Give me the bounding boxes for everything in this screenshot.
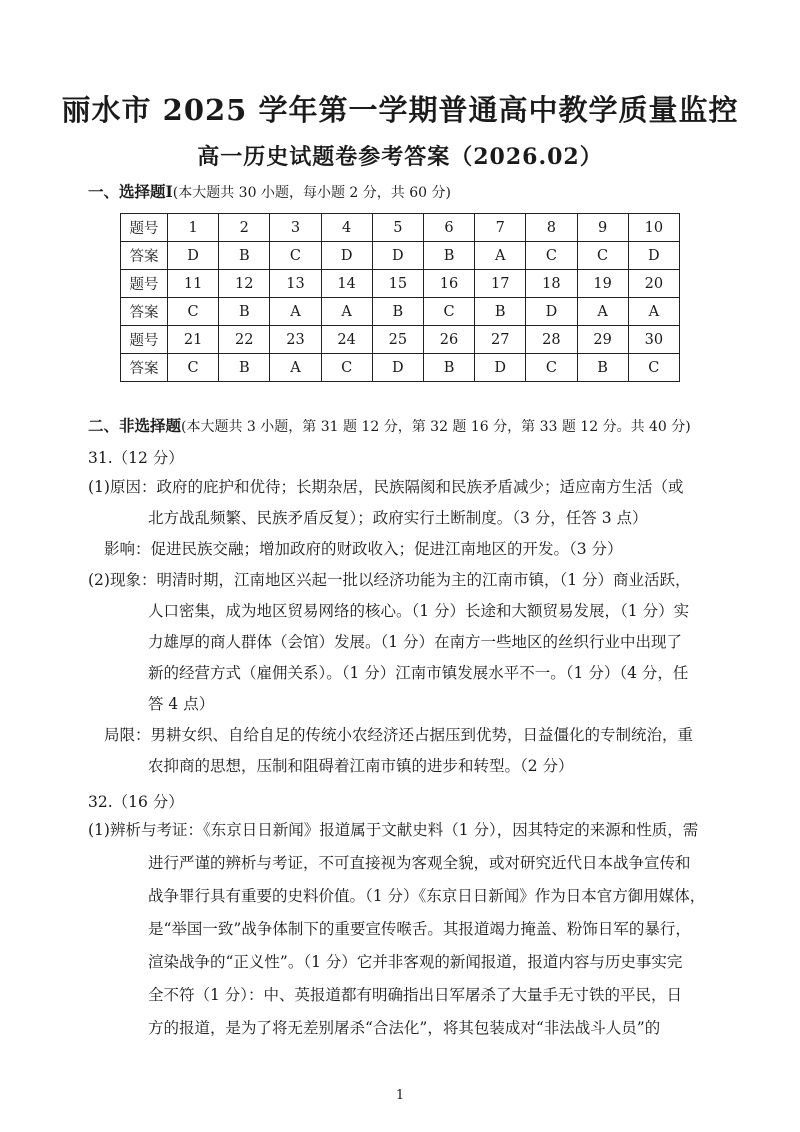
q31-line: (2)现象：明清时期，江南地区兴起一批以经济功能为主的江南市镇，（1 分）商业活跃， [88,571,691,589]
q32-line: 渲染战争的“正义性”。（1 分）它并非客观的新闻报道，报道内容与历史事实完 [148,953,683,971]
question-number-cell: 11 [168,270,219,298]
q32-heading: 32.（16 分） [88,793,184,811]
question-number-cell: 1 [168,214,219,242]
q31-line: 农抑商的思想，压制和阻碍着江南市镇的进步和转型。（2 分） [148,757,574,775]
answer-row [121,354,680,382]
q32-line: (1)辨析与考证：《东京日日新闻》报道属于文献史料（1 分），因其特定的来源和性质，需 [88,821,699,839]
question-number-cell: 8 [526,214,577,242]
question-number-cell: 10 [628,214,679,242]
answer-cell: C [270,242,321,270]
question-number-cell: 6 [423,214,474,242]
q31-line: 答 4 点） [148,695,215,713]
document-title: 丽水市 2025 学年第一学期普通高中教学质量监控 [61,93,739,127]
row-label: 题号 [121,326,168,354]
question-number-cell: 28 [526,326,577,354]
section2-heading [88,414,691,436]
question-number-cell: 7 [475,214,526,242]
answer-cell: A [270,298,321,326]
question-number-cell: 16 [423,270,474,298]
question-number-cell: 3 [270,214,321,242]
q32-line: 战争罪行具有重要的史料价值。（1 分）《东京日日新闻》作为日本官方御用媒体， [148,887,706,905]
answer-cell: A [270,354,321,382]
answer-cell: C [526,242,577,270]
q32-line: 是“举国一致”战争体制下的重要宣传喉舌。其报道竭力掩盖、粉饰日军的暴行， [148,920,691,938]
question-number-cell: 29 [577,326,628,354]
q31-line: 北方战乱频繁、民族矛盾反复）；政府实行土断制度。（3 分，任答 3 点） [148,509,648,527]
q31-line: (1)原因：政府的庇护和优待；长期杂居，民族隔阂和民族矛盾减少；适应南方生活（或 [88,478,684,496]
question-number-cell: 13 [270,270,321,298]
question-number-row [121,214,680,242]
answer-cell: C [628,354,679,382]
section2-label: 二、非选择题 [88,416,182,435]
question-number-cell: 24 [321,326,372,354]
answer-row [121,298,680,326]
question-number-cell: 5 [372,214,423,242]
q31-line: 影响：促进民族交融；增加政府的财政收入；促进江南地区的开发。（3 分） [104,540,623,558]
q31-line: 局限：男耕女织、自给自足的传统小农经济还占据压到优势，日益僵化的专制统治，重 [104,726,694,744]
answer-cell: B [219,354,270,382]
question-number-row [121,326,680,354]
page-number: 1 [395,1088,405,1103]
q31-line: 新的经营方式（雇佣关系）。（1 分）江南市镇发展水平不一。（1 分）（4 分，任 [148,664,689,682]
answer-cell: C [168,298,219,326]
answer-cell: D [168,242,219,270]
question-number-cell: 19 [577,270,628,298]
q31-line: 力雄厚的商人群体（会馆）发展。（1 分）在南方一些地区的丝织行业中出现了 [148,633,683,651]
question-number-cell: 26 [423,326,474,354]
answer-cell: A [475,242,526,270]
section1-label: 一、选择题Ⅰ [88,182,173,201]
question-number-row [121,270,680,298]
q31-line: 人口密集，成为地区贸易网络的核心。（1 分）长途和大额贸易发展，（1 分）实 [148,602,690,620]
answer-row [121,242,680,270]
answer-cell: B [219,298,270,326]
answer-cell: C [526,354,577,382]
question-number-cell: 23 [270,326,321,354]
question-number-cell: 4 [321,214,372,242]
section1-heading [88,180,451,202]
answer-cell: C [423,298,474,326]
answer-cell: B [577,354,628,382]
question-number-cell: 27 [475,326,526,354]
question-number-cell: 21 [168,326,219,354]
question-number-cell: 17 [475,270,526,298]
question-number-cell: 20 [628,270,679,298]
question-number-cell: 30 [628,326,679,354]
answer-cell: A [628,298,679,326]
answer-cell: B [423,242,474,270]
answer-cell: B [372,298,423,326]
q32-line: 全不符（1 分）：中、英报道都有明确指出日军屠杀了大量手无寸铁的平民，日 [148,986,683,1004]
answer-cell: D [628,242,679,270]
q32-line: 进行严谨的辨析与考证，不可直接视为客观全貌，或对研究近代日本战争宣传和 [148,854,691,872]
q32-line: 方的报道，是为了将无差别屠杀“合法化”，将其包装成对“非法战斗人员”的 [148,1019,661,1037]
question-number-cell: 25 [372,326,423,354]
answer-cell: D [372,242,423,270]
question-number-cell: 14 [321,270,372,298]
section1-note: (本大题共 30 小题，每小题 2 分，共 60 分) [172,185,451,201]
answer-table [120,213,680,382]
row-label: 答案 [121,354,168,382]
answer-cell: D [321,242,372,270]
q31-heading: 31.（12 分） [88,449,184,467]
answer-cell: C [577,242,628,270]
question-number-cell: 22 [219,326,270,354]
answer-cell: D [475,354,526,382]
row-label: 答案 [121,298,168,326]
row-label: 题号 [121,214,168,242]
answer-cell: D [372,354,423,382]
answer-cell: B [475,298,526,326]
answer-cell: B [219,242,270,270]
answer-cell: C [168,354,219,382]
question-number-cell: 12 [219,270,270,298]
answer-cell: D [526,298,577,326]
answer-cell: A [321,298,372,326]
answer-cell: B [423,354,474,382]
row-label: 答案 [121,242,168,270]
question-number-cell: 15 [372,270,423,298]
document-subtitle: 高一历史试题卷参考答案（2026.02） [197,144,603,170]
answer-cell: A [577,298,628,326]
section2-note: (本大题共 3 小题，第 31 题 12 分，第 32 题 16 分，第 33 题 12 分。共 40 分) [181,419,691,435]
question-number-cell: 9 [577,214,628,242]
row-label: 题号 [121,270,168,298]
question-number-cell: 2 [219,214,270,242]
answer-cell: C [321,354,372,382]
question-number-cell: 18 [526,270,577,298]
